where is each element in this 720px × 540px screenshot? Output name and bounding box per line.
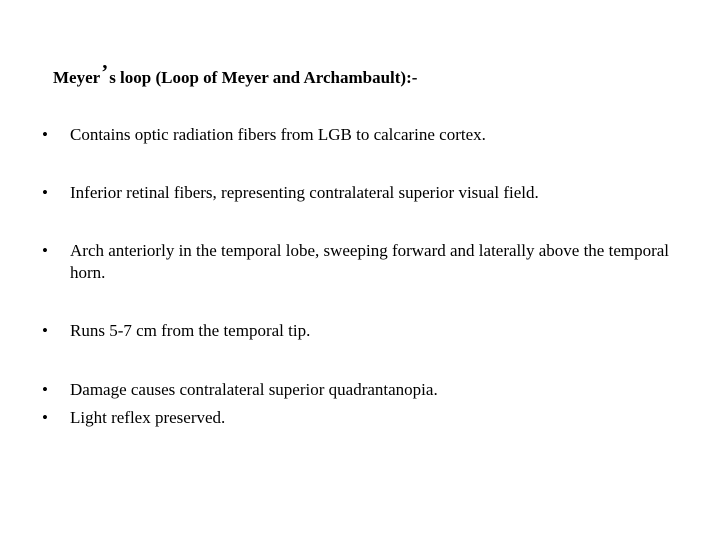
bullet-text: Light reflex preserved. [70,408,226,427]
bullet-icon: • [42,408,48,427]
slide-title-apostrophe: ’ [101,60,109,84]
slide-title [53,60,418,89]
bullet-icon: • [42,125,48,144]
bullet-text: Damage causes contralateral superior quadrantanopia. [70,380,438,399]
bullet-text: Contains optic radiation fibers from LGB to calcarine cortex. [70,125,486,144]
slide-title-part1: Meyer [53,68,101,87]
bullet-icon: • [42,241,48,260]
bullet-icon: • [42,183,48,202]
bullet-icon: • [42,321,48,340]
slide-title-part2: s loop (Loop of Meyer and Archambault):- [109,68,418,87]
bullet-icon: • [42,380,48,399]
bullet-text: Arch anteriorly in the temporal lobe, sweeping forward and laterally above the temporal horn. [70,241,670,282]
bullet-text: Inferior retinal fibers, representing contralateral superior visual field. [70,183,539,202]
bullet-text: Runs 5-7 cm from the temporal tip. [70,321,311,340]
